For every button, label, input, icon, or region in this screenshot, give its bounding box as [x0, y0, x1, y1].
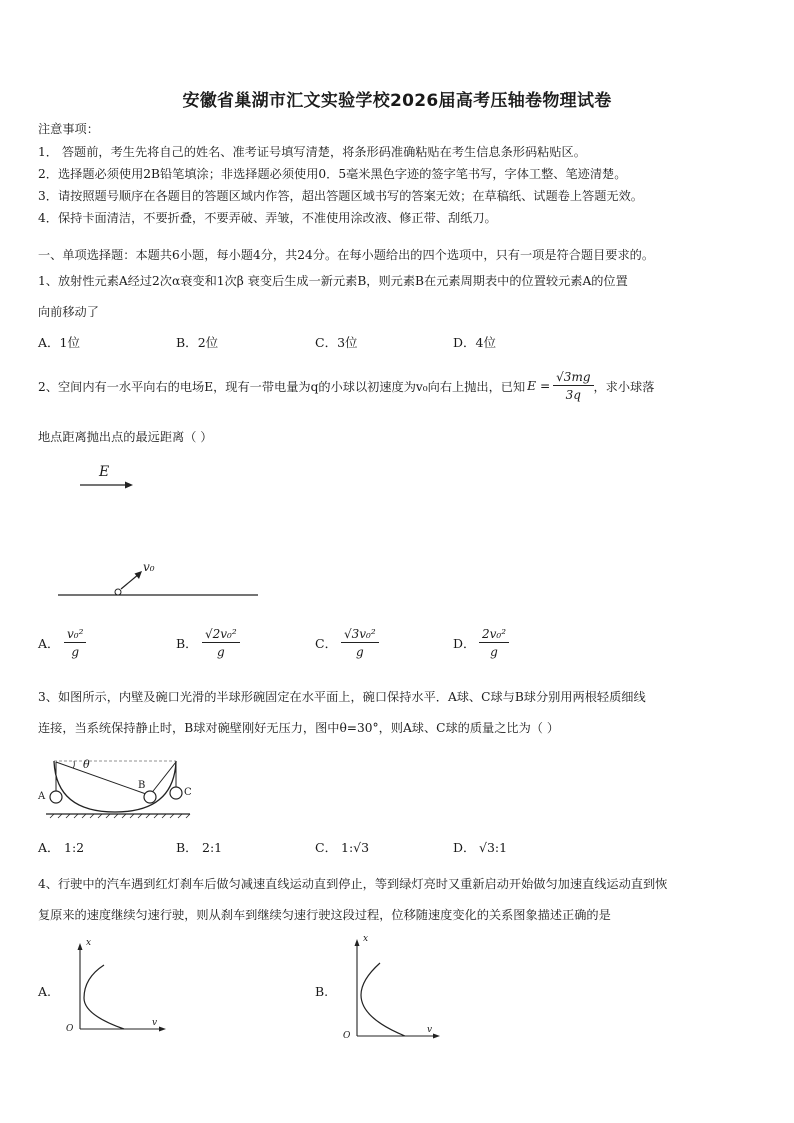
q3-stem-line1: 3、如图所示，内壁及碗口光滑的半球形碗固定在水平面上，碗口保持水平．A球、C球与B球分别用两根轻质细线: [38, 690, 646, 704]
q3-stem-line2: 连接，当系统保持静止时，B球对碗壁刚好无压力，图中θ=30°，则A球、C球的质量之比为（ ）: [38, 721, 560, 735]
q3-option-a: A． 1:2: [38, 840, 85, 855]
notice-item-1: 1． 答题前，考生先将自己的姓名、准考证号填写清楚，将条形码准确粘贴在考生信息条形码粘贴区。: [38, 145, 586, 159]
graph-a-origin: O: [66, 1024, 74, 1034]
q1-option-d: D．4位: [453, 335, 496, 350]
graph-a-x-label: x: [86, 938, 92, 948]
q1-option-b: B．2位: [176, 335, 219, 350]
velocity-label: v₀: [143, 560, 155, 574]
q2-option-a: A． $\frac{\text{v₀²}}{g}$: [38, 628, 86, 658]
q3-option-c: C． 1:√3: [315, 840, 370, 855]
q2-formula: $\frac{√3mg}{3q}$: [553, 371, 593, 401]
graph-b: [355, 939, 441, 1039]
notice-heading: 注意事项：: [38, 122, 99, 136]
q1-option-c: C．3位: [315, 335, 358, 350]
page-title: 安徽省巢湖市汇文实验学校2026届高考压轴卷物理试卷: [182, 91, 612, 111]
label-c: C: [184, 787, 192, 798]
section-heading: 一、单项选择题：本题共6小题，每小题4分，共24分。在每小题给出的四个选项中，只有一项是符合题目要求的。: [38, 248, 655, 262]
graph-b-v-label: v: [427, 1025, 433, 1035]
q3-option-b: B． 2:1: [176, 840, 223, 855]
graph-a-v-label: v: [152, 1018, 158, 1028]
label-a: A: [38, 791, 46, 802]
q4-stem-line1: 4、行驶中的汽车遇到红灯刹车后做匀减速直线运动直到停止，等到绿灯亮时又重新启动开始做匀加速直线运动直到恢: [38, 877, 668, 891]
q1-stem-line1: 1、放射性元素A经过2次α衰变和1次β 衰变后生成一新元素B，则元素B在元素周期表中的位置较元素A的位置: [38, 274, 628, 288]
q2-option-b: B． $\frac{\text{√2v₀²}}{g}$: [176, 628, 240, 658]
q4-option-a: A.: [38, 984, 52, 999]
graph-b-origin: O: [343, 1031, 351, 1041]
q4-stem-line2: 复原来的速度继续匀速行驶，则从刹车到继续匀速行驶这段过程，位移随速度变化的关系图象描述正确的是: [38, 908, 611, 922]
q2-stem-line2: 地点距离抛出点的最远距离（ ）: [38, 430, 213, 444]
notice-item-4: 4．保持卡面清洁，不要折叠，不要弄破、弄皱，不准使用涂改液、修正带、刮纸刀。: [38, 211, 497, 225]
q2-stem-line1: 2、空间内有一水平向右的电场E，现有一带电量为q的小球以初速度为v₀向右上抛出，已知 E = $\frac{√3mg}{3q}$ ，求小球落: [38, 370, 655, 402]
label-theta: θ: [83, 758, 90, 771]
notice-item-3: 3．请按照题号顺序在各题目的答题区域内作答，超出答题区域书写的答案无效；在草稿纸、试题卷上答题无效。: [38, 189, 643, 203]
notice-item-2: 2．选择题必须使用2B铅笔填涂；非选择题必须使用0．5毫米黑色字迹的签字笔书写，字体工整、笔迹清楚。: [38, 167, 627, 181]
q4-option-b: B.: [315, 984, 329, 999]
label-b: B: [138, 780, 146, 791]
q1-stem-line2: 向前移动了: [38, 305, 99, 319]
q2-option-c: C． $\frac{\text{√3v₀²}}{g}$: [315, 628, 379, 658]
q2-option-d: D． $\frac{\text{2v₀²}}{g}$: [453, 628, 509, 658]
graph-b-curve: [361, 963, 405, 1036]
graph-a-curve: [84, 965, 124, 1029]
field-label: E: [99, 464, 110, 480]
graph-b-x-label: x: [363, 934, 369, 944]
q3-option-d: D． √3:1: [453, 840, 508, 855]
q1-option-a: A．1位: [38, 335, 80, 350]
